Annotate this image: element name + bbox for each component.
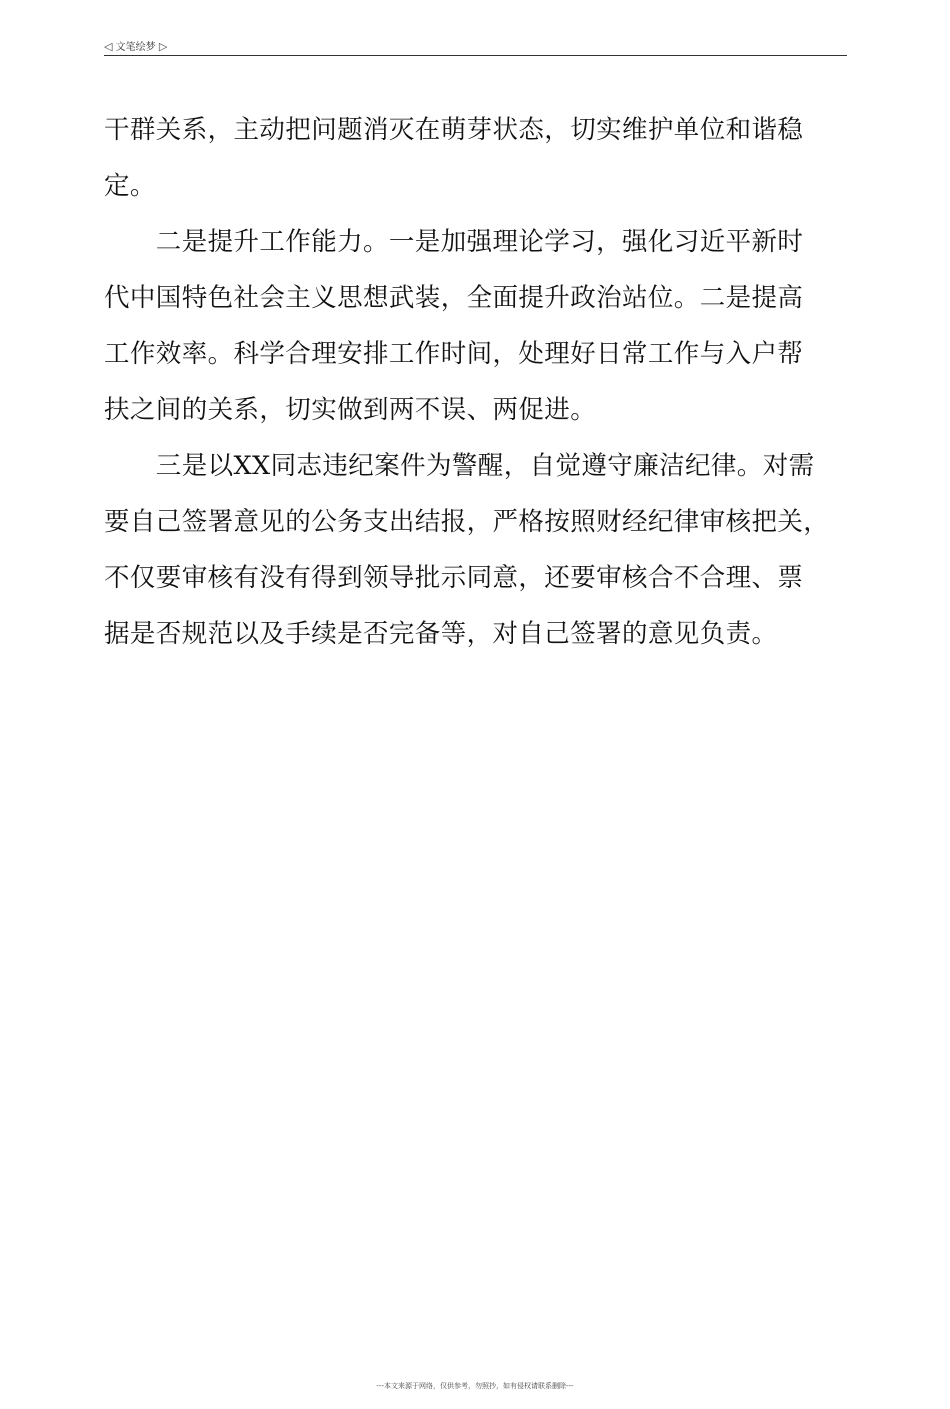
text-line: 干群关系，主动把问题消灭在萌芽状态，切实维护单位和谐稳 <box>104 115 804 145</box>
text-line: 二是提升工作能力。一是加强理论学习，强化习近平新时 <box>104 227 804 257</box>
text-line: 扶之间的关系，切实做到两不误、两促进。 <box>104 395 597 425</box>
text-line: 工作效率。科学合理安排工作时间，处理好日常工作与入户帮 <box>104 339 804 369</box>
text-line: 代中国特色社会主义思想武装，全面提升政治站位。二是提高 <box>104 283 804 313</box>
text-line: 据是否规范以及手续是否完备等，对自己签署的意见负责。 <box>104 619 778 649</box>
page-header <box>104 40 847 56</box>
right-triangle-icon: ▷ <box>158 40 168 53</box>
page-footer: ---本文来源于网络，仅供参考，勿照抄，如有侵权请联系删除--- <box>376 1382 574 1390</box>
document-body <box>104 102 850 662</box>
text-line: 定。 <box>104 171 156 201</box>
header-mark <box>104 40 847 55</box>
text-line: 三是以XX同志违纪案件为警醒，自觉遵守廉洁纪律。对需 <box>104 451 815 481</box>
text-line: 要自己签署意见的公务支出结报，严格按照财经纪律审核把关， <box>104 507 830 537</box>
text-line: 不仅要审核有没有得到领导批示同意，还要审核合不合理、票 <box>104 563 804 593</box>
header-divider <box>104 55 847 56</box>
left-triangle-icon: ◁ <box>104 40 113 53</box>
header-title: 文笔绘梦 <box>115 42 156 53</box>
